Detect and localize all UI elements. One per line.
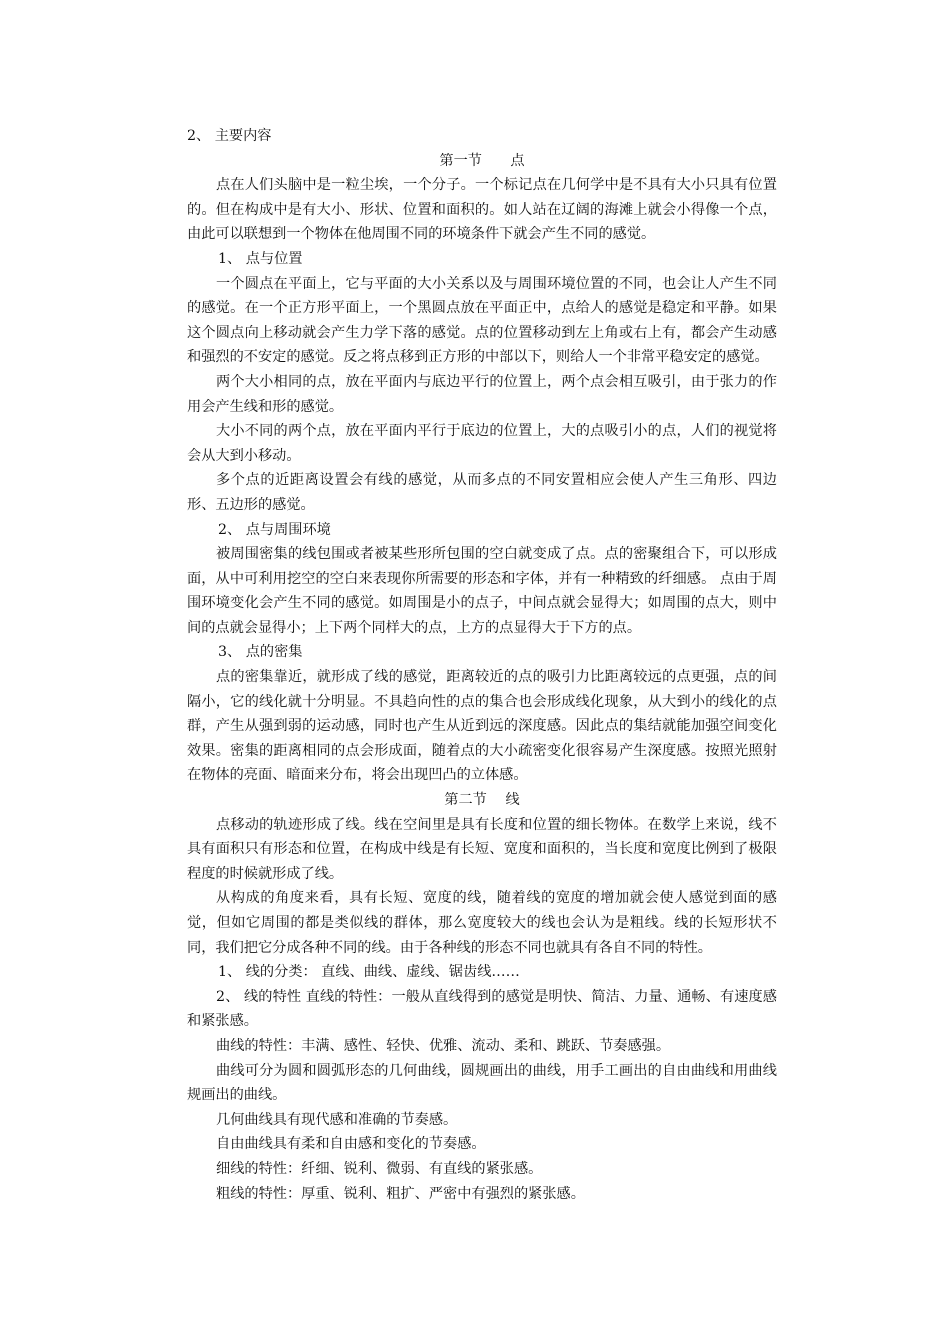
- section1-intro: 点在人们头脑中是一粒尘埃，一个分子。一个标记点在几何学中是不具有大小只具有位置的。但在构成中是有大小、形状、位置和面积的。如人站在辽阔的海滩上就会小得像一个点，由此可以联想到一个物体在他周围不同的环境条件下就会产生不同的感觉。: [187, 177, 777, 243]
- subsection-point-environment-title: 2、 点与周围环境: [218, 521, 331, 538]
- paragraph: 两个大小相同的点，放在平面内与底边平行的位置上，两个点会相互吸引，由于张力的作用会产生线和形的感觉。: [187, 373, 777, 415]
- paragraph: 曲线可分为圆和圆弧形态的几何曲线，圆规画出的曲线，用手工画出的自由曲线和用曲线规画出的曲线。: [187, 1062, 777, 1104]
- paragraph: 多个点的近距离设置会有线的感觉，从而多点的不同安置相应会使人产生三角形、四边形、五边形的感觉。: [187, 472, 777, 513]
- section2-title: 第二节 线: [444, 792, 520, 809]
- paragraph: 粗线的特性：厚重、锐利、粗扩、严密中有强烈的紧张感。: [216, 1185, 585, 1202]
- paragraph: 自由曲线具有柔和自由感和变化的节奏感。: [216, 1136, 486, 1153]
- paragraph: 几何曲线具有现代感和准确的节奏感。: [216, 1111, 458, 1128]
- section1-title: 第一节 点: [439, 152, 525, 169]
- paragraph: 细线的特性：纤细、锐利、微弱、有直线的紧张感。: [216, 1160, 543, 1177]
- paragraph: 曲线的特性：丰满、感性、轻快、优雅、流动、柔和、跳跃、节奏感强。: [216, 1037, 671, 1054]
- paragraph: 从构成的角度来看，具有长短、宽度的线，随着线的宽度的增加就会使人感觉到面的感觉，但如它周围的都是类似线的群体，那么宽度较大的线也会认为是粗线。线的长短形状不同，我们把它分成各种不同的线。由于各种线的形态不同也就具有各自不同的特性。: [187, 890, 777, 956]
- paragraph: 大小不同的两个点，放在平面内平行于底边的位置上，大的点吸引小的点，人们的视觉将会从大到小移动。: [187, 423, 777, 464]
- subsection-point-density-title: 3、 点的密集: [218, 644, 303, 661]
- subsection-point-position-title: 1、 点与位置: [218, 250, 303, 267]
- paragraph: 被周围密集的线包围或者被某些形所包围的空白就变成了点。点的密聚组合下，可以形成面，从中可利用挖空的空白来表现你所需要的形态和字体，并有一种精致的纤细感。 点由于周围环境变化会产生不同的感觉。如周围是小的点子，中间点就会显得大；如周围的点大，则中间的点就会显得小；上下两个同样大的点，上方的点显得大于下方的点。: [187, 546, 777, 636]
- paragraph: 一个圆点在平面上，它与平面的大小关系以及与周围环境位置的不同，也会让人产生不同的感觉。在一个正方形平面上，一个黑圆点放在平面正中，点给人的感觉是稳定和平静。如果这个圆点向上移动就会产生力学下落的感觉。点的位置移动到左上角或右上有，都会产生动感和强烈的不安定的感觉。反之将点移到正方形的中部以下，则给人一个非常平稳安定的感觉。: [187, 275, 777, 366]
- paragraph: 点移动的轨迹形成了线。线在空间里是具有长度和位置的细长物体。在数学上来说，线不具有面积只有形态和位置，在构成中线是有长短、宽度和面积的，当长度和宽度比例到了极限程度的时候就形成了线。: [187, 816, 777, 882]
- document-page: [187, 124, 777, 1206]
- list-item-line-types: 1、 线的分类： 直线、曲线、虚线、锯齿线……: [218, 964, 520, 981]
- main-heading: 2、 主要内容: [187, 128, 272, 144]
- paragraph: 点的密集靠近，就形成了线的感觉，距离较近的点的吸引力比距离较远的点更强，点的间隔小，它的线化就十分明显。不具趋向性的点的集合也会形成线化现象，从大到小的线化的点群，产生从强到弱的运动感，同时也产生从近到远的深度感。因此点的集结就能加强空间变化效果。密集的距离相同的点会形成面，随着点的大小疏密变化很容易产生深度感。按照光照射在物体的亮面、暗面来分布，将会出现凹凸的立体感。: [187, 669, 777, 784]
- list-item-line-characteristics: 2、 线的特性 直线的特性：一般从直线得到的感觉是明快、简洁、力量、通畅、有速度感和紧张感。: [187, 988, 777, 1030]
